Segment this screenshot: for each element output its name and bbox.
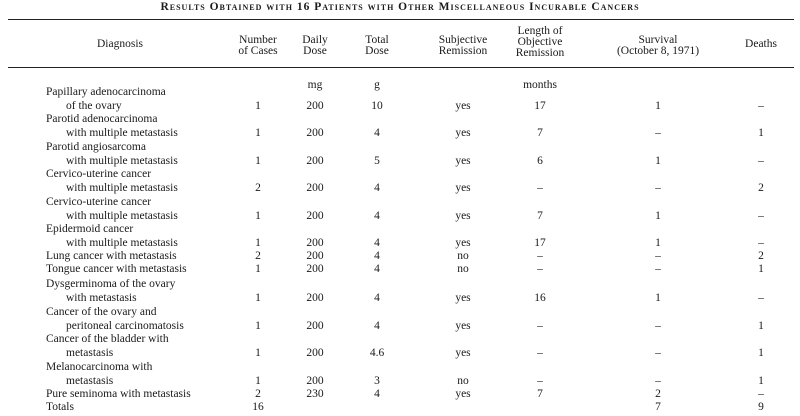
- subjective-remission-cell: yes: [455, 320, 471, 332]
- survival-cell: –: [655, 182, 661, 194]
- subjective-remission-cell: yes: [455, 182, 471, 194]
- daily-dose-cell: 200: [306, 182, 324, 194]
- header-total-dose: Total Dose: [365, 34, 389, 57]
- deaths-cell: –: [758, 388, 764, 400]
- daily-dose-cell: 200: [306, 292, 324, 304]
- daily-dose-cell: 200: [306, 375, 324, 387]
- diagnosis-line-2: peritoneal carcinomatosis: [66, 320, 184, 332]
- diagnosis-line-2: with multiple metastasis: [66, 210, 178, 222]
- top-rule: [8, 19, 794, 20]
- daily-dose-cell: 230: [306, 388, 324, 400]
- subjective-remission-cell: yes: [455, 127, 471, 139]
- total-dose-cell: 4: [374, 388, 380, 400]
- diagnosis: Tongue cancer with metastasis: [46, 263, 187, 275]
- survival-cell: 1: [655, 210, 661, 222]
- survival-cell: 1: [655, 292, 661, 304]
- deaths-cell: 1: [758, 320, 764, 332]
- diagnosis: Totals: [46, 401, 74, 413]
- remission-length-cell: –: [537, 263, 543, 275]
- diagnosis-line-1: Cancer of the bladder with: [46, 333, 169, 345]
- remission-length-cell: 17: [534, 237, 546, 249]
- remission-length-cell: 7: [537, 388, 543, 400]
- cases-cell: 1: [255, 292, 261, 304]
- deaths-cell: 1: [758, 375, 764, 387]
- remission-length-cell: –: [537, 347, 543, 359]
- total-dose-cell: 5: [374, 155, 380, 167]
- daily-dose-cell: 200: [306, 210, 324, 222]
- daily-dose-cell: 200: [306, 347, 324, 359]
- cases-cell: 1: [255, 375, 261, 387]
- subjective-remission-cell: yes: [455, 347, 471, 359]
- total-dose-cell: 4: [374, 182, 380, 194]
- total-dose-cell: 4: [374, 250, 380, 262]
- header-survival: Survival (October 8, 1971): [616, 34, 700, 57]
- header-cases: Number of Cases: [238, 34, 278, 57]
- unit-total-dose: g: [374, 79, 380, 91]
- daily-dose-cell: 200: [306, 250, 324, 262]
- daily-dose-cell: 200: [306, 100, 324, 112]
- total-dose-cell: 3: [374, 375, 380, 387]
- diagnosis-line-1: Cervico-uterine cancer: [46, 168, 152, 180]
- cases-cell: 2: [255, 250, 261, 262]
- survival-cell: –: [655, 347, 661, 359]
- survival-cell: –: [655, 250, 661, 262]
- diagnosis-line-1: Melanocarcinoma with: [46, 361, 153, 373]
- subjective-remission-cell: yes: [455, 237, 471, 249]
- diagnosis-line-2: with multiple metastasis: [66, 155, 178, 167]
- daily-dose-cell: 200: [306, 155, 324, 167]
- diagnosis-line-1: Dysgerminoma of the ovary: [46, 278, 176, 290]
- daily-dose-cell: 200: [306, 263, 324, 275]
- diagnosis-line-1: Cervico-uterine cancer: [46, 196, 152, 208]
- header-deaths: Deaths: [745, 38, 777, 50]
- diagnosis-line-2: with metastasis: [66, 292, 137, 304]
- cases-cell: 1: [255, 320, 261, 332]
- survival-cell: –: [655, 320, 661, 332]
- subjective-remission-cell: yes: [455, 210, 471, 222]
- remission-length-cell: 16: [534, 292, 546, 304]
- cases-cell: 1: [255, 237, 261, 249]
- total-dose-cell: 4: [374, 320, 380, 332]
- cases-cell: 1: [255, 155, 261, 167]
- deaths-cell: 1: [758, 347, 764, 359]
- header-subjective-remission: Subjective Remission: [438, 34, 488, 57]
- subjective-remission-cell: yes: [455, 388, 471, 400]
- diagnosis-line-2: metastasis: [66, 347, 114, 359]
- remission-length-cell: 7: [537, 210, 543, 222]
- diagnosis-line-1: Cancer of the ovary and: [46, 306, 157, 318]
- diagnosis-line-1: Epidermoid cancer: [46, 223, 134, 235]
- subjective-remission-cell: no: [457, 375, 469, 387]
- cases-cell: 1: [255, 210, 261, 222]
- header-diagnosis: Diagnosis: [97, 38, 143, 50]
- remission-length-cell: –: [537, 182, 543, 194]
- total-dose-cell: 4: [374, 127, 380, 139]
- total-dose-cell: 4: [374, 292, 380, 304]
- diagnosis-line-2: of the ovary: [66, 100, 122, 112]
- daily-dose-cell: 200: [306, 320, 324, 332]
- deaths-cell: –: [758, 292, 764, 304]
- header-objective-remission: Length of Objective Remission: [515, 25, 565, 59]
- unit-remission-length: months: [523, 79, 557, 91]
- diagnosis: Lung cancer with metastasis: [46, 250, 177, 262]
- subjective-remission-cell: yes: [455, 155, 471, 167]
- deaths-cell: –: [758, 100, 764, 112]
- table-title: Results Obtained with 16 Patients with Other Miscellaneous Incurable Cancers: [160, 1, 640, 13]
- survival-cell: 2: [655, 388, 661, 400]
- subjective-remission-cell: yes: [455, 292, 471, 304]
- diagnosis-line-1: Papillary adenocarcinoma: [46, 86, 166, 98]
- diagnosis-line-1: Parotid adenocarcinoma: [46, 113, 158, 125]
- survival-cell: 1: [655, 237, 661, 249]
- total-dose-cell: 4: [374, 237, 380, 249]
- cases-cell: 1: [255, 100, 261, 112]
- cases-cell: 16: [252, 401, 264, 413]
- total-dose-cell: 10: [371, 100, 383, 112]
- diagnosis-line-2: with multiple metastasis: [66, 127, 178, 139]
- remission-length-cell: –: [537, 320, 543, 332]
- remission-length-cell: 7: [537, 127, 543, 139]
- deaths-cell: 9: [758, 401, 764, 413]
- remission-length-cell: 6: [537, 155, 543, 167]
- subjective-remission-cell: yes: [455, 100, 471, 112]
- cases-cell: 1: [255, 347, 261, 359]
- deaths-cell: 2: [758, 250, 764, 262]
- cases-cell: 2: [255, 182, 261, 194]
- total-dose-cell: 4: [374, 210, 380, 222]
- subjective-remission-cell: no: [457, 263, 469, 275]
- total-dose-cell: 4.6: [369, 347, 385, 359]
- deaths-cell: 1: [758, 127, 764, 139]
- cases-cell: 1: [255, 263, 261, 275]
- diagnosis: Pure seminoma with metastasis: [46, 388, 191, 400]
- survival-cell: –: [655, 263, 661, 275]
- survival-cell: 1: [655, 100, 661, 112]
- remission-length-cell: 17: [534, 100, 546, 112]
- cases-cell: 2: [255, 388, 261, 400]
- remission-length-cell: –: [537, 250, 543, 262]
- daily-dose-cell: 200: [306, 127, 324, 139]
- deaths-cell: –: [758, 155, 764, 167]
- survival-cell: –: [655, 375, 661, 387]
- deaths-cell: 2: [758, 182, 764, 194]
- diagnosis-line-1: Parotid angiosarcoma: [46, 141, 146, 153]
- header-rule: [8, 67, 794, 68]
- unit-daily-dose: mg: [307, 79, 323, 91]
- deaths-cell: –: [758, 237, 764, 249]
- daily-dose-cell: 200: [306, 237, 324, 249]
- subjective-remission-cell: no: [457, 250, 469, 262]
- total-dose-cell: 4: [374, 263, 380, 275]
- diagnosis-line-2: metastasis: [66, 375, 114, 387]
- deaths-cell: –: [758, 210, 764, 222]
- survival-cell: 1: [655, 155, 661, 167]
- survival-cell: –: [655, 127, 661, 139]
- diagnosis-line-2: with multiple metastasis: [66, 237, 178, 249]
- diagnosis-line-2: with multiple metastasis: [66, 182, 178, 194]
- header-daily-dose: Daily Dose: [302, 34, 328, 57]
- cases-cell: 1: [255, 127, 261, 139]
- remission-length-cell: –: [537, 375, 543, 387]
- survival-cell: 7: [655, 401, 661, 413]
- deaths-cell: 1: [758, 263, 764, 275]
